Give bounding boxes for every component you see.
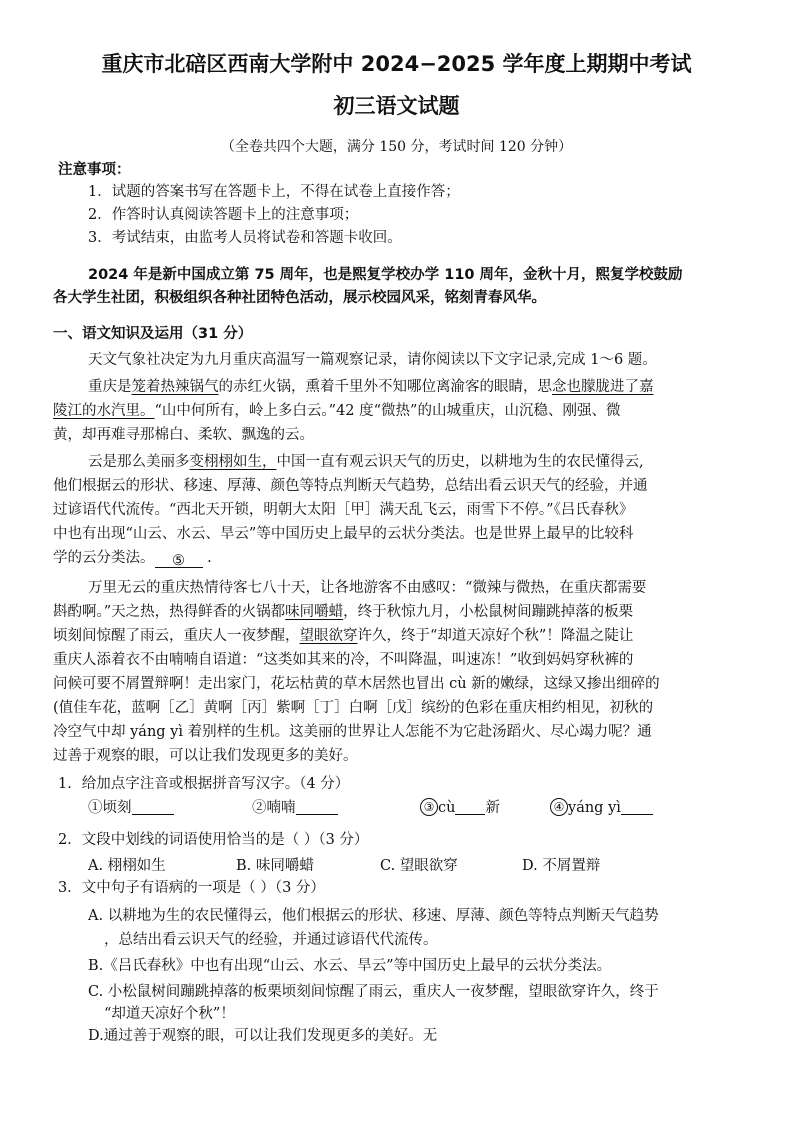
notes-item-2: 2．作答时认真阅读答题卡上的注意事项； (88, 207, 359, 223)
underlined-phrase: 陵江的水汽里。 (53, 403, 155, 419)
passage-p2-line-5 (53, 548, 212, 568)
passage-p3-line-6: (值佳车花，蓝啊［乙］黄啊［丙］紫啊［丁］白啊［戊］缤纷的色彩在重庆相约相见，初秋的 (53, 700, 654, 716)
answer-blank[interactable] (296, 798, 338, 815)
notes-heading: 注意事项： (58, 162, 131, 178)
question-3-option-c-line-2: “却道天凉好个秋”！ (104, 1006, 235, 1022)
question-2-option-a[interactable]: A. 栩栩如生 (88, 858, 166, 874)
passage-p1-line-1 (88, 377, 654, 397)
question-3-option-c-line-1[interactable]: C. 小松鼠树间蹦跳掉落的板栗顷刻间惊醒了雨云，重庆人一夜梦醒，望眼欲穿许久，终于 (88, 984, 659, 1000)
notes-item-3: 3．考试结束，由监考人员将试卷和答题卡收回。 (88, 230, 402, 246)
passage-p1-line-2 (53, 401, 620, 421)
notes-item-1: 1．试题的答案书写在答题卡上，不得在试卷上直接作答； (88, 184, 460, 200)
question-1-item-d (550, 798, 653, 818)
exam-title: 重庆市北碚区西南大学附中 2024−2025 学年度上期期中考试 (101, 52, 692, 76)
text-run: 新 (485, 800, 500, 816)
intro-line-1: 2024 年是新中国成立第 75 周年，也是熙复学校办学 110 周年，金秋十月，熙复学校鼓励 (88, 267, 683, 283)
section-1-heading: 一、语文知识及运用（31 分） (53, 326, 253, 342)
exam-subtitle: 初三语文试题 (333, 94, 460, 118)
underlined-phrase: 味同嚼蜡 (285, 604, 344, 620)
question-1-item-a (88, 798, 174, 818)
intro-line-2: 各大学生社团，积极组织各种社团特色活动，展示校园风采，铭刻青春风华。 (53, 290, 546, 306)
passage-p3-line-8: 过善于观察的眼，可以让我们发现更多的美好。 (53, 748, 358, 764)
question-1-stem: 1．给加点字注音或根据拼音写汉字。（4 分） (58, 776, 350, 792)
underlined-phrase: 笼着热辣锅气 (131, 379, 219, 395)
fill-blank-5[interactable] (155, 551, 203, 568)
question-3-option-a-line-2: ，总结出看云识天气的经验，并通过谚语代代流传。 (104, 932, 438, 948)
exam-info: （全卷共四个大题，满分 150 分，考试时间 120 分钟） (220, 139, 573, 155)
blank-number: ⑤ (172, 553, 185, 569)
text-run: 重庆是 (88, 379, 132, 395)
section-1-lead: 天文气象社决定为九月重庆高温写一篇观察记录，请你阅读以下文字记录,完成 1～6 题。 (88, 352, 657, 368)
pinyin: cù (438, 800, 456, 816)
pinyin: yáng yì (568, 800, 621, 816)
question-3-option-b[interactable]: B.《吕氏春秋》中也有出现“山云、水云、旱云”等中国历史上最早的云状分类法。 (88, 958, 612, 974)
passage-p2-line-1 (88, 452, 644, 472)
passage-p2-line-3: 过谚语代代流传。“西北天开锁，明朝大太阳［甲］满天乱飞云，雨雪下不停。”《吕氏春秋》 (53, 502, 634, 518)
circled-number: ④ (550, 798, 568, 816)
text-run: 云是那么美丽多 (88, 454, 190, 470)
question-1-item-c (420, 798, 500, 818)
item-label: ②喃喃 (252, 800, 296, 816)
text-run: . (207, 550, 212, 566)
passage-p3-line-1: 万里无云的重庆热情待客七八十天，让各地游客不由感叹：“微辣与微热，在重庆都需要 (88, 580, 647, 596)
text-run: “山中何所有，岭上多白云。”42 度“微热”的山城重庆，山沉稳、刚强、微 (154, 403, 621, 419)
passage-p2-line-4: 中也有出现“山云、水云、旱云”等中国历史上最早的云状分类法。也是世界上最早的比较科 (53, 526, 634, 542)
item-label: ①顷刻 (88, 800, 132, 816)
passage-p3-line-4: 重庆人添着衣不由喃喃自语道：“这类如其来的冷，不叫降温，叫速冻！”收到妈妈穿秋裤的 (53, 652, 634, 668)
question-3-option-a-line-1[interactable]: A. 以耕地为生的农民懂得云，他们根据云的形状、移速、厚薄、颜色等特点判断天气趋势 (88, 908, 659, 924)
text-run: 斟酌啊。”天之热，热得鲜香的火锅都 (53, 604, 286, 620)
question-2-option-c[interactable]: C. 望眼欲穿 (380, 858, 458, 874)
question-3-option-d[interactable]: D.通过善于观察的眼，可以让我们发现更多的美好。无 (88, 1028, 438, 1044)
text-run: ，终于秋惊九月，小松鼠树间蹦跳掉落的板栗 (343, 604, 634, 620)
passage-p3-line-3 (53, 626, 633, 646)
passage-p3-line-2 (53, 602, 633, 622)
text-run: 顷刻间惊醒了雨云，重庆人一夜梦醒， (53, 628, 300, 644)
passage-p2-line-2: 他们根据云的形状、移速、厚薄、颜色等特点判断天气趋势，总结出看云识天气的经验，并通 (53, 478, 648, 494)
passage-p1-line-3: 黄，却再难寻那棉白、柔软、飘逸的云。 (53, 427, 314, 443)
question-3-stem: 3．文中句子有语病的一项是（ ）（3 分） (58, 880, 325, 896)
underlined-phrase: 望眼欲穿 (299, 628, 358, 644)
text-run: 许久，终于“却道天凉好个秋”！降温之陡让 (357, 628, 634, 644)
text-run: 学的云分类法。 (53, 550, 155, 566)
passage-p3-line-7: 冷空气中却 yáng yì 着别样的生机。这美丽的世界让人怎能不为它赴汤蹈火、尽心竭力呢？通 (53, 724, 652, 740)
answer-blank[interactable] (132, 798, 174, 815)
answer-blank[interactable] (621, 798, 653, 815)
text-run: 的赤红火锅，熏着千里外不知哪位离渝客的眼睛，思 (218, 379, 552, 395)
answer-blank[interactable] (455, 798, 485, 815)
question-2-option-d[interactable]: D. 不屑置辩 (522, 858, 601, 874)
question-1-item-b (252, 798, 338, 818)
underlined-phrase: 变栩栩如生， (189, 454, 277, 470)
passage-p3-line-5: 问候可要不屑置辩啊！走出家门，花坛枯黄的草木居然也冒出 cù 新的嫩绿，这绿又掺出细碎的 (53, 676, 660, 692)
question-2-option-b[interactable]: B. 味同嚼蜡 (236, 858, 314, 874)
question-2-stem: 2．文段中划线的词语使用恰当的是（ ）（3 分） (58, 832, 369, 848)
underlined-phrase: 念也朦胧进了嘉 (552, 379, 654, 395)
text-run: 中国一直有观云识天气的历史，以耕地为生的农民懂得云, (276, 454, 644, 470)
circled-number: ③ (420, 798, 438, 816)
